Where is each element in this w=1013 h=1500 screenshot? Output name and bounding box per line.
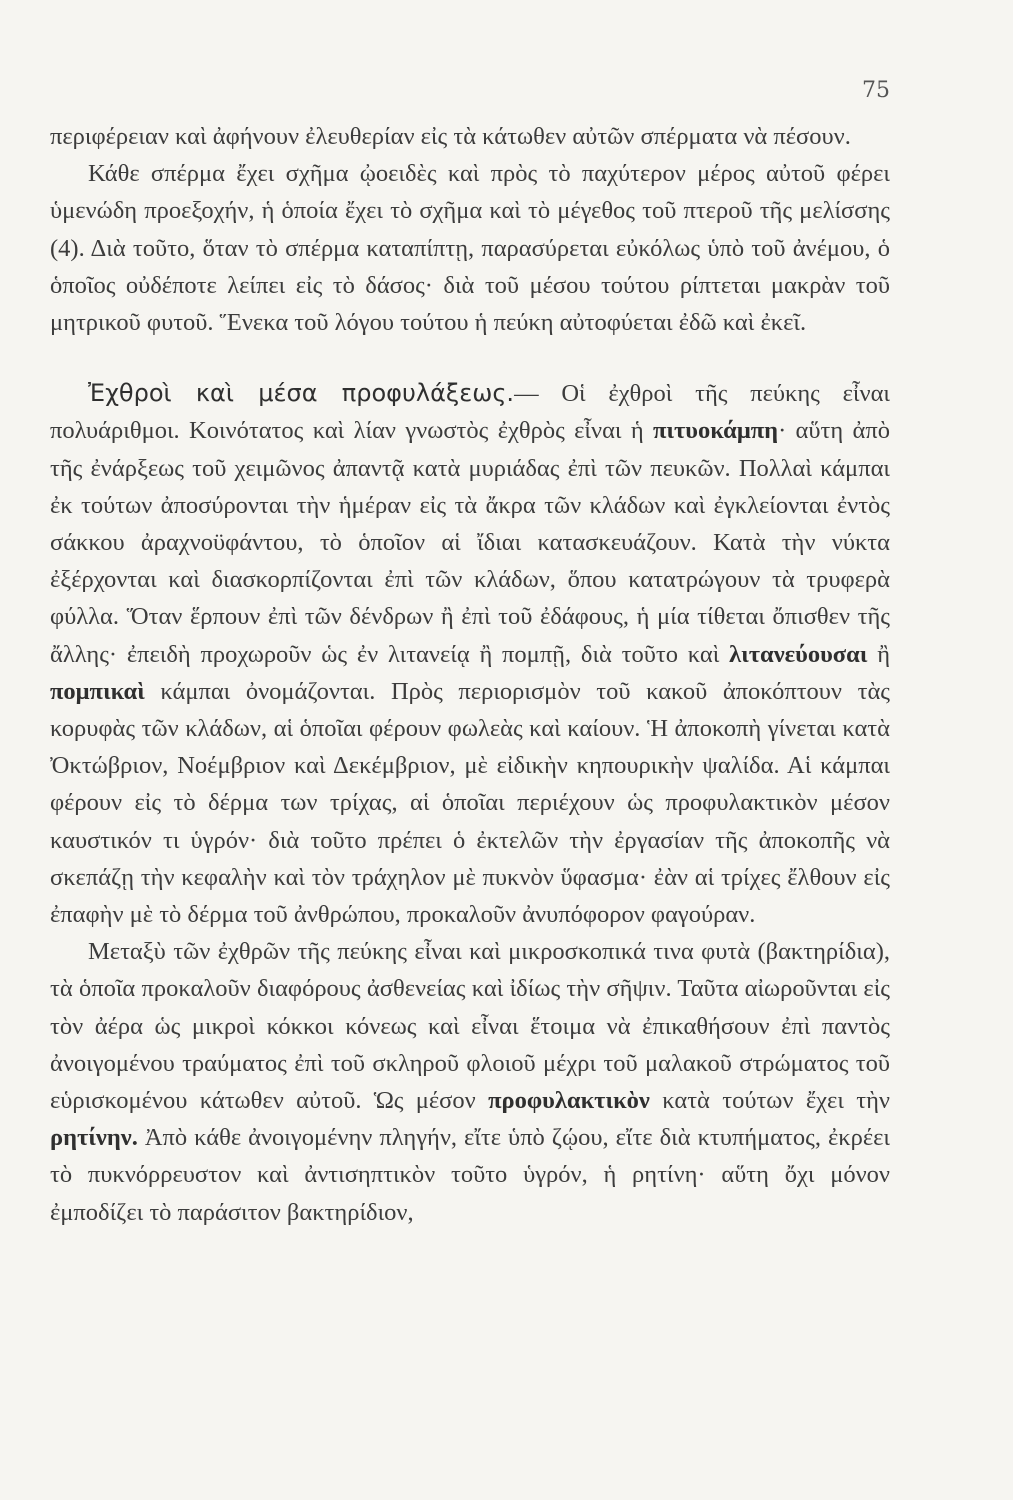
text-segment: κατὰ τούτων ἔχει τὴν [649, 1087, 890, 1115]
bold-term: πομπικαὶ [50, 677, 145, 705]
paragraph-bacteria [50, 933, 890, 1231]
text-segment: Ἀπὸ κάθε ἀνοιγομένην πληγήν, εἴτε ὑπὸ ζῴου, εἴτε διὰ κτυπήματος, ἐκρέει τὸ πυκνόρρευστον καὶ ἀντισηπτικὸν τοῦτο ὑγρόν, ἡ ρητίνη· αὕτη ὄχι μόνον ἐμποδίζει τὸ παράσιτον βακτηρίδιον, [50, 1124, 890, 1226]
text-segment: περιφέρειαν καὶ ἀφήνουν ἐλευθερίαν εἰς τὰ κάτωθεν αὐτῶν σπέρματα νὰ πέσουν. [50, 123, 851, 150]
bold-term: ρητίνην. [50, 1124, 138, 1152]
text-segment: — Οἱ ἐχθροὶ τῆς πεύκης εἶναι πολυάριθμοι. Κοινότατος καὶ λίαν γνωστὸς ἐχθρὸς εἶναι ἡ [50, 380, 891, 445]
paragraph-seed-description [50, 155, 890, 341]
text-segment: κάμπαι ὀνομάζονται. Πρὸς περιορισμὸν τοῦ κακοῦ ἀποκόπτουν τὰς κορυφὰς τῶν κλάδων, αἱ ὁποῖαι φέρουν φωλεὰς καὶ καίουν. Ἡ ἀποκοπὴ γίνεται κατὰ Ὀκτώβριον, Νοέμβριον καὶ Δεκέμβριον, μὲ εἰδικὴν κηπουρικὴν ψαλίδα. Αἱ κάμπαι φέρουν εἰς τὸ δέρμα των τρίχας, αἱ ὁποῖαι περιέχουν ὡς προφυλακτικὸν μέσον καυστικόν τι ὑγρόν· διὰ τοῦτο πρέπει ὁ ἐκτελῶν τὴν ἐργασίαν τῆς ἀποκοπῆς νὰ σκεπάζῃ τὴν κεφαλὴν καὶ τὸν τράχηλον μὲ πυκνὸν ὕφασμα· ἐὰν αἱ τρίχες ἔλθουν εἰς ἐπαφὴν μὲ τὸ δέρμα τοῦ ἀνθρώπου, προκαλοῦν ἀνυπόφορον φαγούραν. [50, 677, 890, 929]
paragraph-continuation [50, 118, 890, 155]
bold-term: πιτυοκάμπη [652, 417, 779, 445]
text-segment: · αὕτη ἀπὸ τῆς ἐνάρξεως τοῦ χειμῶνος ἀπαντᾷ κατὰ μυριάδας ἐπὶ τῶν πευκῶν. Πολλαὶ κάμπαι ἐκ τούτων ἀποσύρονται τὴν ἡμέραν εἰς τὰ ἄκρα τῶν κλάδων καὶ ἐγκλείονται ἐντὸς σάκκου ἀραχνοϋφάντου, τὸ ὁποῖον αἱ ἴδιαι κατασκευάζουν. Κατὰ τὴν νύκτα ἐξέρχονται καὶ διασκορπίζονται ἐπὶ τῶν κλάδων, ὅπου κατατρώγουν τὰ τρυφερὰ φύλλα. Ὅταν ἕρπουν ἐπὶ τῶν δένδρων ἢ ἐπὶ τοῦ ἐδάφους, ἡ μία τίθεται ὄπισθεν τῆς ἄλλης· ἐπειδὴ προχωροῦν ὡς ἐν λιτανείᾳ ἢ πομπῇ, διὰ τοῦτο καὶ [50, 417, 890, 668]
bold-term: προφυλακτικὸν [488, 1087, 650, 1115]
body-text [50, 118, 890, 1231]
bold-term: λιτανεύουσαι [729, 640, 868, 668]
text-segment: ἢ [867, 640, 890, 668]
section-heading: Ἐχθροὶ καὶ μέσα προφυλάξεως. [88, 379, 515, 408]
text-segment: Κάθε σπέρμα ἔχει σχῆμα ᾠοειδὲς καὶ πρὸς τὸ παχύτερον μέρος αὐτοῦ φέρει ὑμενώδη προεξοχήν, ἡ ὁποία ἔχει τὸ σχῆμα καὶ τὸ μέγεθος τοῦ πτεροῦ τῆς μελίσσης (4). Διὰ τοῦτο, ὅταν τὸ σπέρμα καταπίπτῃ, παρασύρεται εὐκόλως ὑπὸ τοῦ ἀνέμου, ὁ ὁποῖος οὐδέποτε λείπει εἰς τὸ δάσος· διὰ τοῦ μέσου τούτου ρίπτεται μακρὰν τοῦ μητρικοῦ φυτοῦ. Ἕνεκα τοῦ λόγου τούτου ἡ πεύκη αὐτοφύεται ἐδῶ καὶ ἐκεῖ. [50, 160, 890, 337]
text-segment: Μεταξὺ τῶν ἐχθρῶν τῆς πεύκης εἶναι καὶ μικροσκοπικά τινα φυτὰ (βακτηρίδια), τὰ ὁποῖα προκαλοῦν διαφόρους ἀσθενείας καὶ ἰδίως τὴν σῆψιν. Ταῦτα αἰωροῦνται εἰς τὸν ἀέρα ὡς μικροὶ κόκκοι κόνεως καὶ εἶναι ἕτοιμα νὰ ἐπικαθήσουν ἐπὶ παντὸς ἀνοιγομένου τραύματος ἐπὶ τοῦ σκληροῦ φλοιοῦ μέχρι τοῦ μαλακοῦ στρώματος τοῦ εὑρισκομένου κάτωθεν αὐτοῦ. Ὡς μέσον [50, 938, 890, 1115]
page-number: 75 [862, 78, 890, 103]
paragraph-enemies-and-protection [50, 375, 890, 933]
